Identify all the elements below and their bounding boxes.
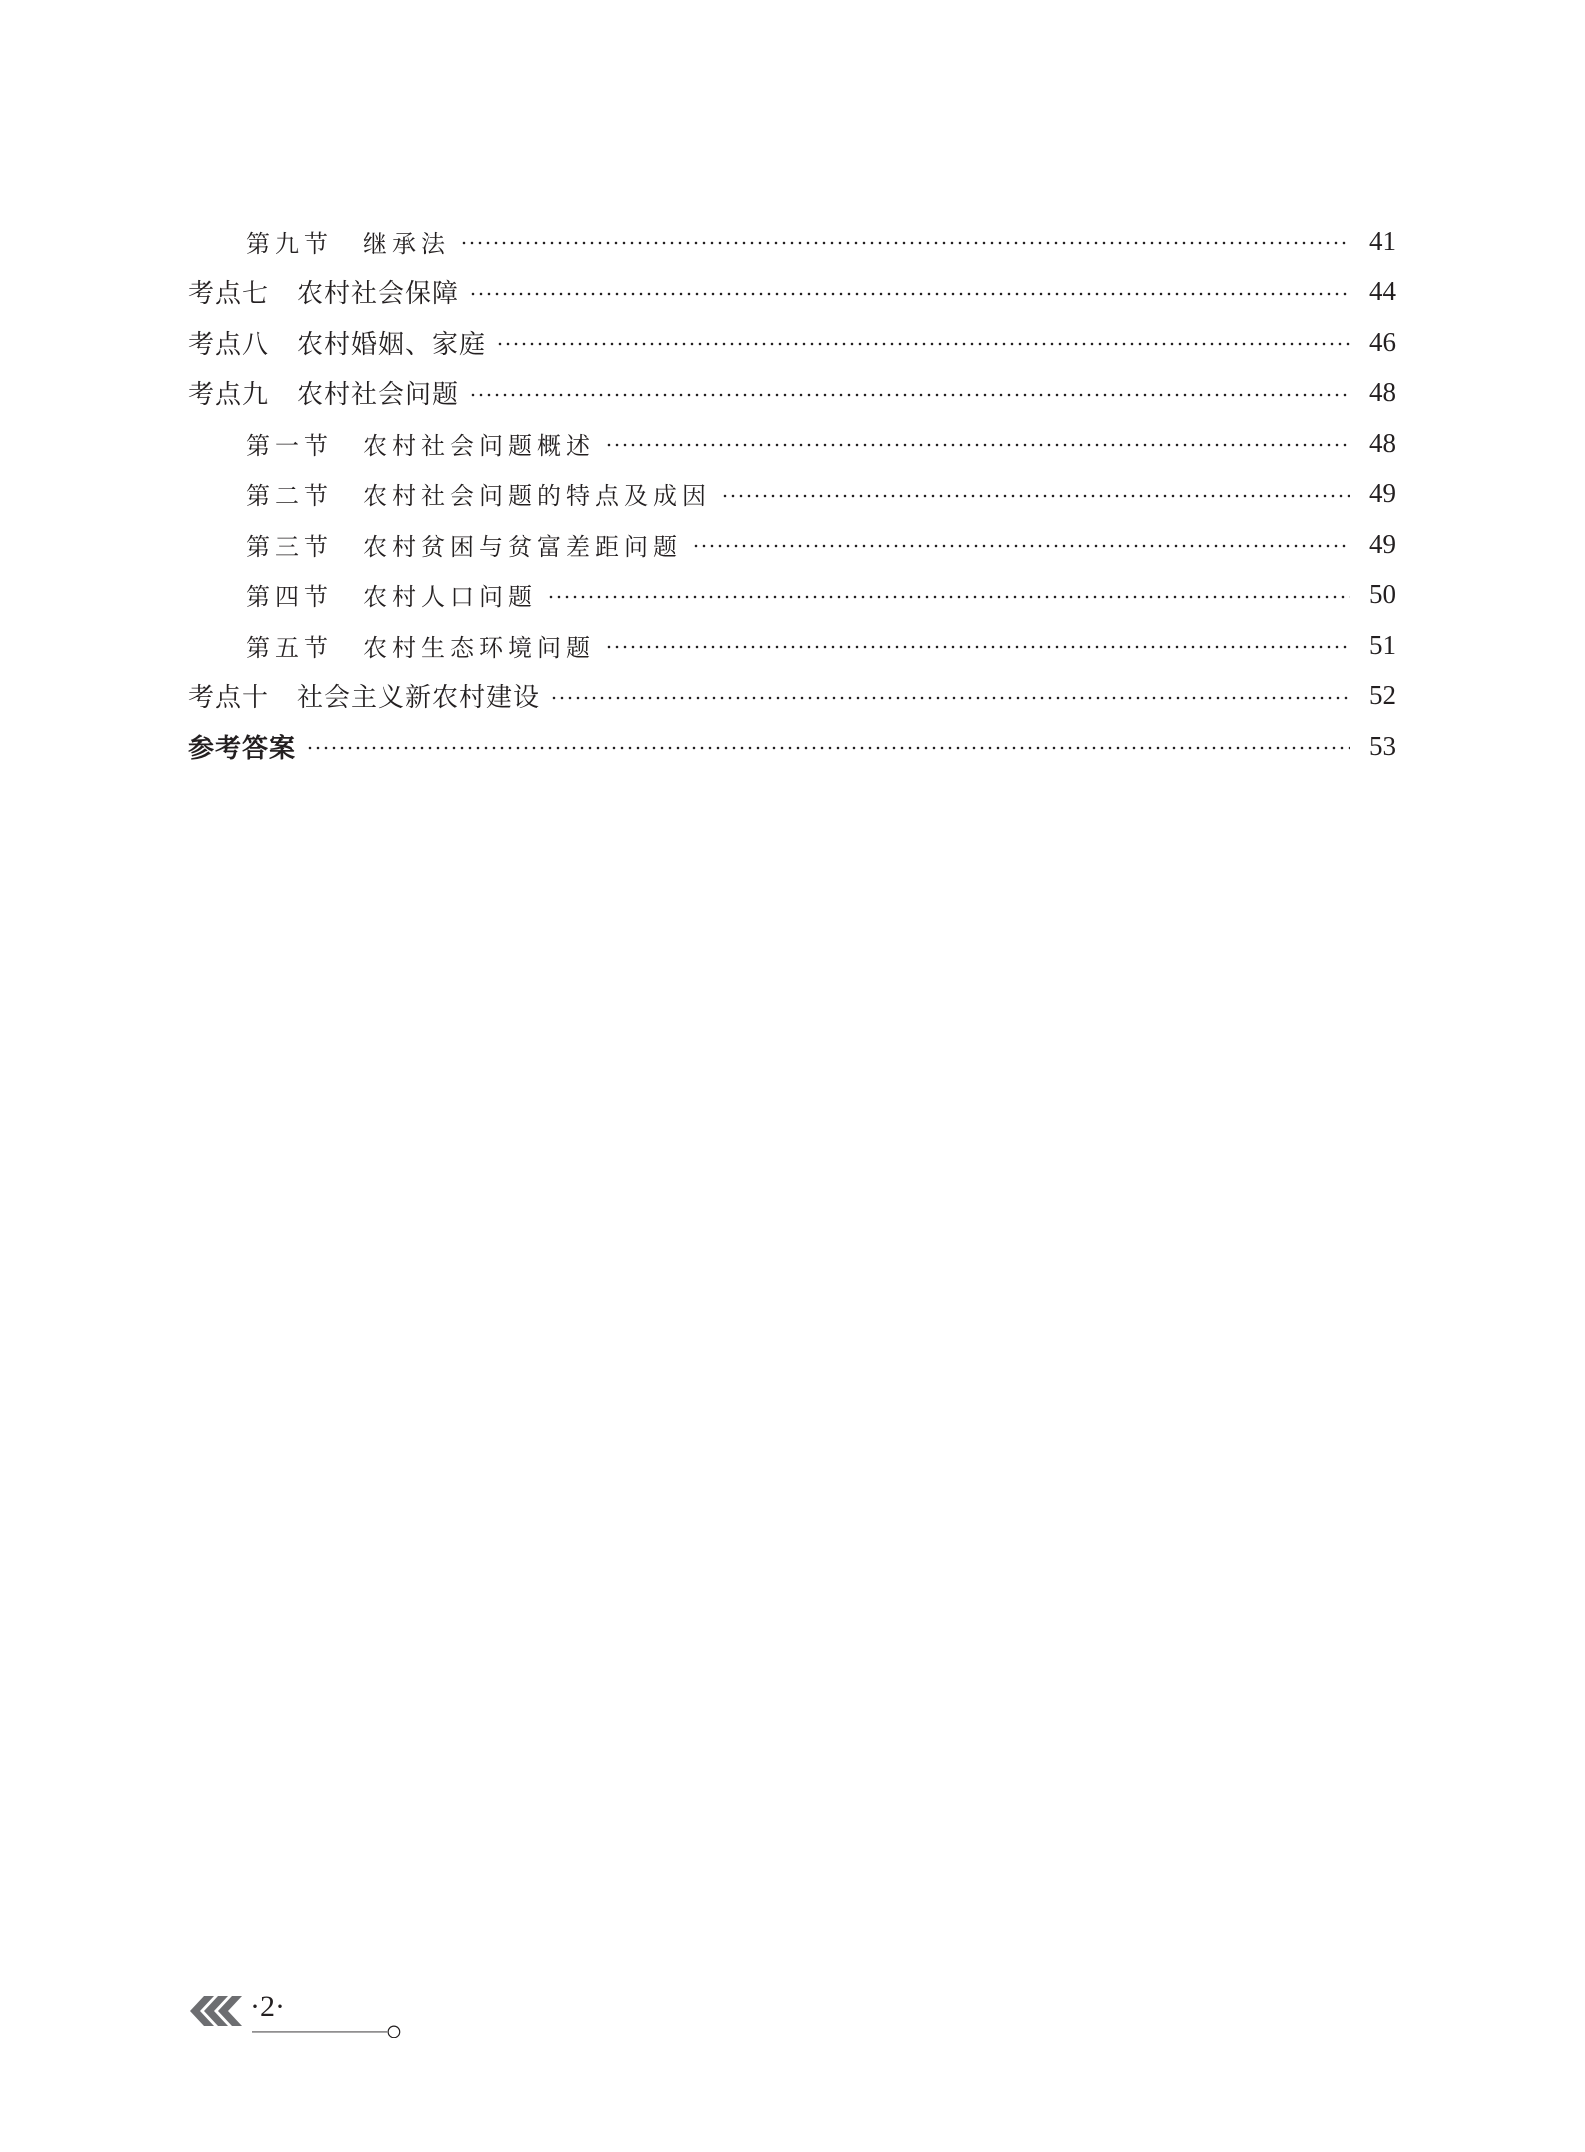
toc-entry-topic-8[interactable] xyxy=(188,317,1396,368)
chevron-left-triple-icon xyxy=(188,1994,248,2028)
toc-entry-title: 农村人口问题 xyxy=(363,583,537,612)
dot-leader xyxy=(547,595,1350,599)
table-of-contents xyxy=(188,216,1396,772)
toc-entry-page: 53 xyxy=(1350,731,1396,762)
footer-rule xyxy=(252,2022,532,2038)
toc-entry-page: 50 xyxy=(1350,579,1396,610)
dot-leader xyxy=(469,393,1350,397)
toc-entry-page: 41 xyxy=(1350,226,1396,257)
toc-entry-section-1[interactable] xyxy=(188,418,1396,469)
toc-entry-page: 49 xyxy=(1350,478,1396,509)
toc-entry-title: 社会主义新农村建设 xyxy=(297,683,541,714)
toc-entry-prefix: 第三节 xyxy=(246,532,333,561)
dot-leader xyxy=(605,645,1350,649)
toc-entry-answers[interactable] xyxy=(188,721,1396,772)
toc-entry-page: 49 xyxy=(1350,529,1396,560)
toc-entry-title: 农村贫困与贫富差距问题 xyxy=(363,532,682,561)
dot-leader xyxy=(550,696,1350,700)
toc-entry-page: 51 xyxy=(1350,630,1396,661)
toc-entry-prefix: 考点十 xyxy=(188,683,270,714)
dot-leader xyxy=(469,292,1350,296)
toc-entry-topic-9[interactable] xyxy=(188,368,1396,419)
page-footer xyxy=(188,1990,388,2030)
toc-entry-prefix: 第一节 xyxy=(246,431,333,460)
toc-entry-section-4[interactable] xyxy=(188,570,1396,621)
toc-entry-title: 农村生态环境问题 xyxy=(363,633,595,662)
toc-entry-section-2[interactable] xyxy=(188,469,1396,520)
dot-leader xyxy=(692,544,1350,548)
toc-entry-title: 农村社会问题的特点及成因 xyxy=(363,482,711,511)
toc-entry-title: 继承法 xyxy=(363,229,450,258)
toc-entry-page: 48 xyxy=(1350,428,1396,459)
dot-leader xyxy=(496,342,1350,346)
dot-leader xyxy=(605,443,1350,447)
toc-entry-section-3[interactable] xyxy=(188,519,1396,570)
page-number: ·2· xyxy=(250,1990,285,2023)
toc-entry-section-5[interactable] xyxy=(188,620,1396,671)
toc-entry-page: 48 xyxy=(1350,377,1396,408)
toc-entry-title: 参考答案 xyxy=(188,733,297,764)
toc-entry-prefix: 第五节 xyxy=(246,633,333,662)
toc-entry-prefix: 第九节 xyxy=(246,229,333,258)
toc-entry-prefix: 考点七 xyxy=(188,279,270,310)
toc-entry-title: 农村社会保障 xyxy=(297,279,460,310)
toc-entry-prefix: 第四节 xyxy=(246,583,333,612)
toc-entry-title: 农村婚姻、家庭 xyxy=(297,329,487,360)
toc-entry-title: 农村社会问题 xyxy=(297,380,460,411)
toc-entry-page: 44 xyxy=(1350,276,1396,307)
toc-entry-page: 52 xyxy=(1350,680,1396,711)
toc-entry-prefix: 考点九 xyxy=(188,380,270,411)
toc-entry-prefix: 考点八 xyxy=(188,329,270,360)
dot-leader xyxy=(460,241,1350,245)
dot-leader xyxy=(721,494,1350,498)
toc-entry-section-9[interactable] xyxy=(188,216,1396,267)
toc-entry-page: 46 xyxy=(1350,327,1396,358)
toc-entry-title: 农村社会问题概述 xyxy=(363,431,595,460)
toc-entry-topic-7[interactable] xyxy=(188,267,1396,318)
toc-entry-topic-10[interactable] xyxy=(188,671,1396,722)
toc-entry-prefix: 第二节 xyxy=(246,482,333,511)
dot-leader xyxy=(306,746,1350,750)
